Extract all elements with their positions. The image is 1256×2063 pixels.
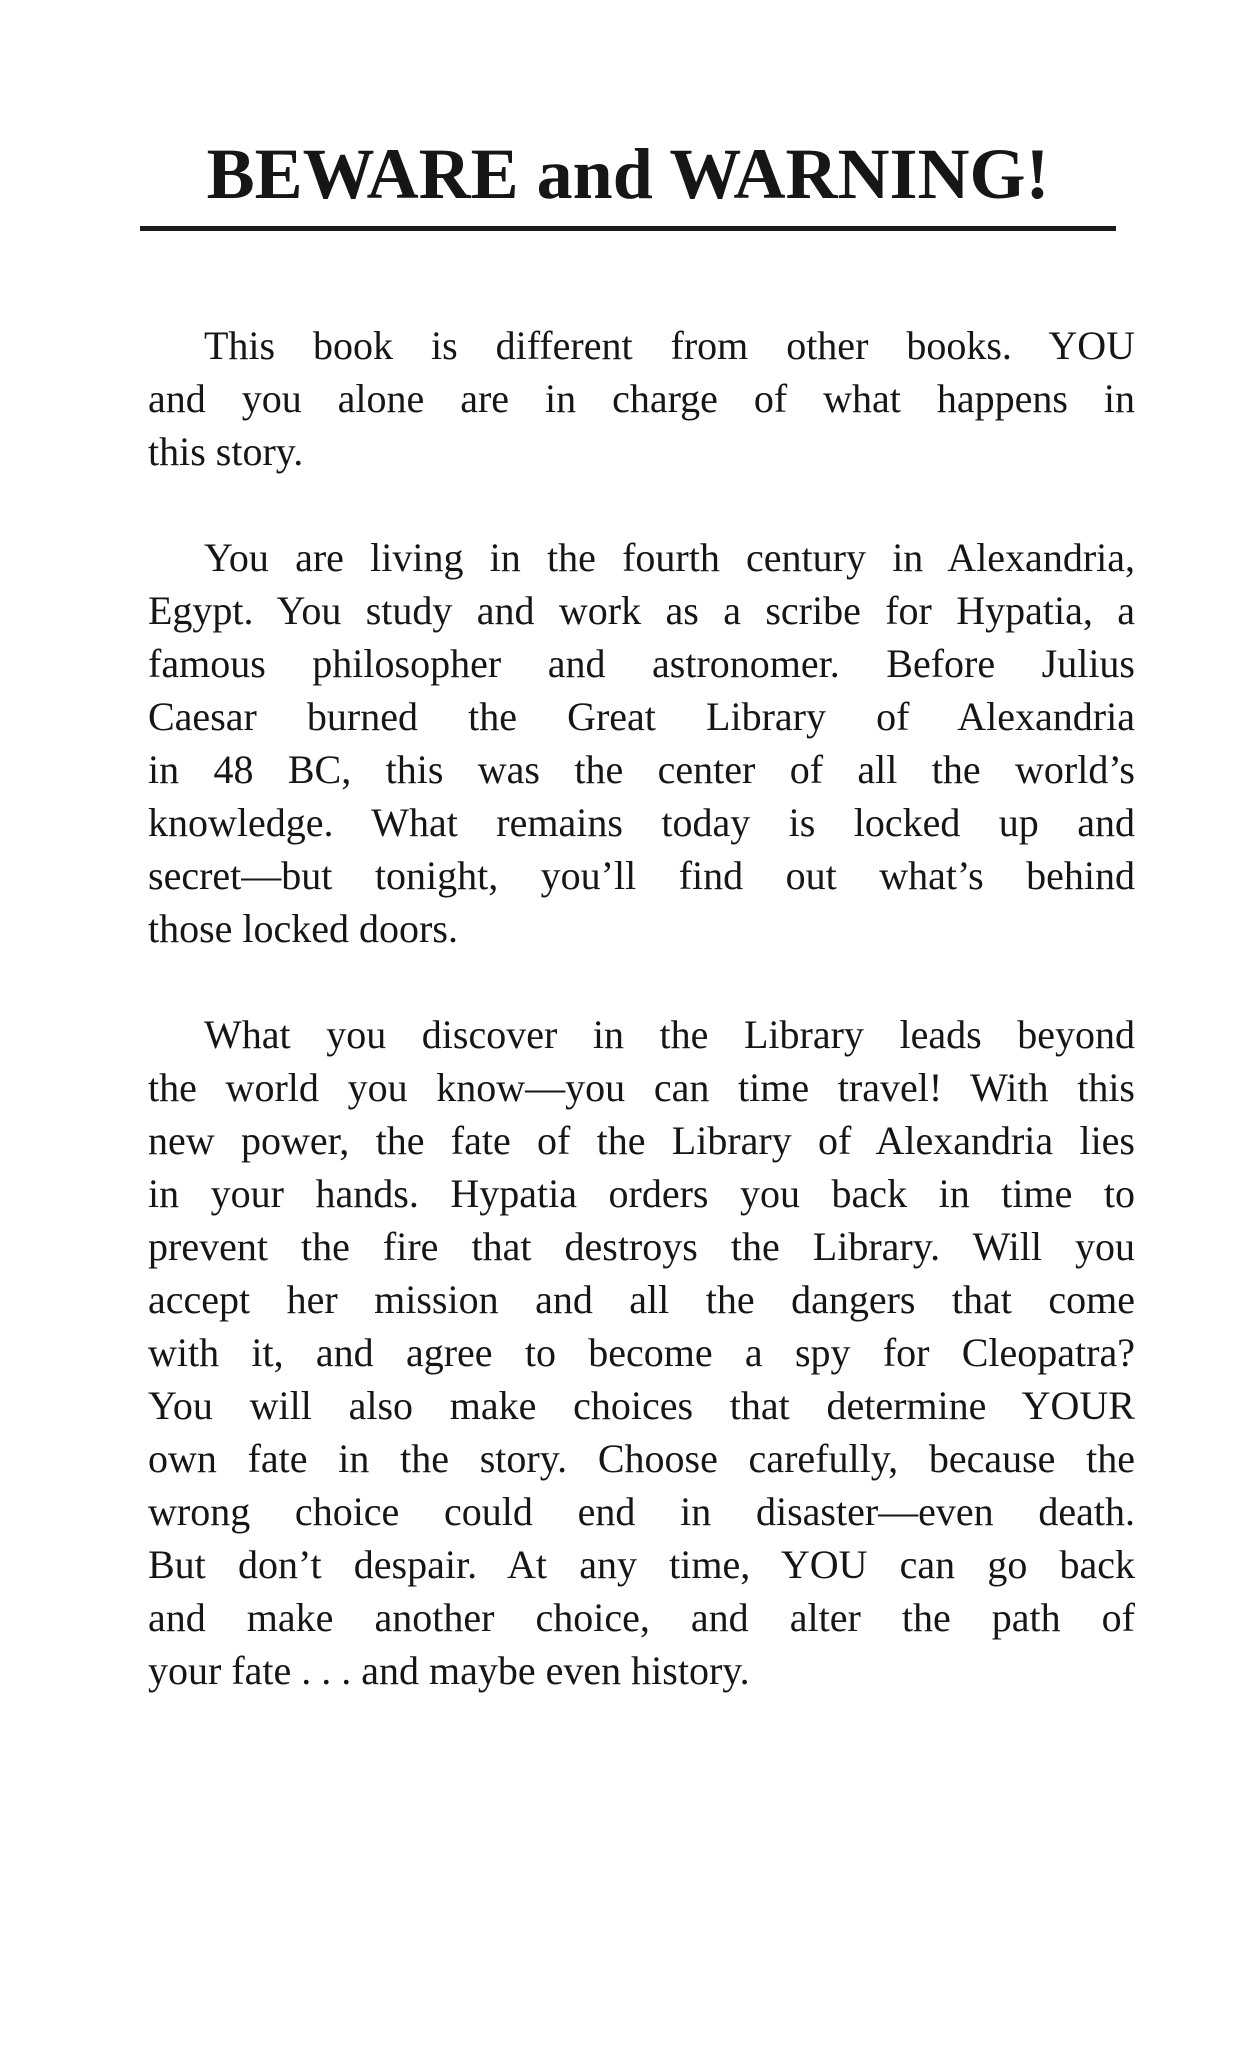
paragraph — [148, 531, 1135, 955]
text-line: famous philosopher and astronomer. Before Julius — [148, 641, 1135, 686]
text-line: You are living in the fourth century in Alexandria, — [204, 535, 1135, 580]
text-line: But don’t despair. At any time, YOU can go back — [148, 1542, 1135, 1587]
text-line: secret—but tonight, you’ll find out what’s behind — [148, 853, 1135, 898]
text-line: the world you know—you can time travel! With this — [148, 1065, 1135, 1110]
text-line: and make another choice, and alter the path of — [148, 1595, 1135, 1640]
text-line: those locked doors. — [148, 906, 458, 951]
page-body-text — [0, 231, 1256, 1697]
text-line: and you alone are in charge of what happens in — [148, 376, 1135, 421]
text-line: accept her mission and all the dangers that come — [148, 1277, 1135, 1322]
text-line: Egypt. You study and work as a scribe for Hypatia, a — [148, 588, 1135, 633]
text-line: What you discover in the Library leads beyond — [204, 1012, 1135, 1057]
text-line: Caesar burned the Great Library of Alexandria — [148, 694, 1135, 739]
text-line: this story. — [148, 429, 304, 474]
text-line: knowledge. What remains today is locked up and — [148, 800, 1135, 845]
text-line: You will also make choices that determine YOUR — [148, 1383, 1135, 1428]
text-line: with it, and agree to become a spy for Cleopatra? — [148, 1330, 1135, 1375]
text-line: wrong choice could end in disaster—even death. — [148, 1489, 1135, 1534]
text-line: in your hands. Hypatia orders you back in time to — [148, 1171, 1135, 1216]
text-line: in 48 BC, this was the center of all the world’s — [148, 747, 1135, 792]
text-line: prevent the fire that destroys the Library. Will you — [148, 1224, 1135, 1269]
paragraph — [148, 1008, 1135, 1697]
page-title: BEWARE and WARNING! — [206, 134, 1050, 214]
text-line: your fate . . . and maybe even history. — [148, 1648, 750, 1693]
text-line: new power, the fate of the Library of Alexandria lies — [148, 1118, 1135, 1163]
text-line: This book is different from other books. YOU — [204, 323, 1135, 368]
paragraph — [148, 319, 1135, 478]
text-line: own fate in the story. Choose carefully, because the — [148, 1436, 1135, 1481]
